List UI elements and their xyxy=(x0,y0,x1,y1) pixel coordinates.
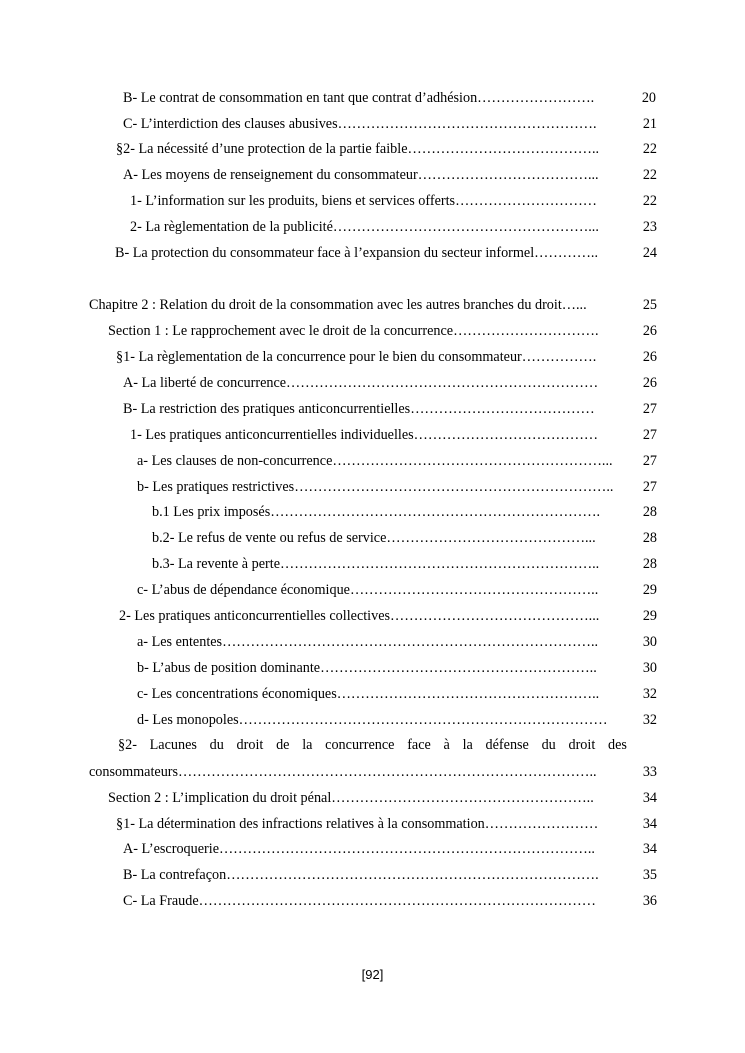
toc-entry-title: 1- L’information sur les produits, biens et services offerts………………………… xyxy=(130,193,597,209)
toc-entry xyxy=(0,892,745,910)
toc-entry xyxy=(0,840,745,858)
toc-entry-title: b.2- Le refus de vente ou refus de service……………………………………... xyxy=(152,530,596,546)
toc-entry-page: 26 xyxy=(642,323,657,339)
toc-entry-title: a- Les clauses de non-concurrence…………………………………………………... xyxy=(137,453,613,469)
toc-entry-title: B- La restriction des pratiques anticoncurrentielles………………………………… xyxy=(123,401,595,417)
toc-entry-title: consommateurs…………………………………………………………………………….. xyxy=(89,764,597,780)
toc-entry xyxy=(0,555,745,573)
toc-entry-page: 35 xyxy=(642,867,657,883)
toc-entry-title: b- L’abus de position dominante………………………………………………….. xyxy=(137,660,597,676)
toc-entry-title: Chapitre 2 : Relation du droit de la consommation avec les autres branches du droit…... xyxy=(89,297,587,313)
toc-entry xyxy=(0,89,745,107)
toc-entry-page: 30 xyxy=(642,634,657,650)
toc-entry-page: 29 xyxy=(642,608,657,624)
toc-entry-page: 28 xyxy=(642,556,657,572)
toc-entry xyxy=(0,322,745,340)
toc-entry-page: 25 xyxy=(642,297,657,313)
toc-entry-page: 32 xyxy=(642,686,657,702)
toc-entry xyxy=(0,659,745,677)
toc-entry xyxy=(0,244,745,262)
toc-entry-page: 26 xyxy=(642,349,657,365)
toc-entry-title: Section 2 : L’implication du droit pénal……………………………………………….. xyxy=(108,790,594,806)
toc-entry-section2-lacunes-line1 xyxy=(118,736,627,754)
toc-entry-page: 28 xyxy=(642,504,657,520)
toc-entry xyxy=(0,633,745,651)
toc-entry-title: b.3- La revente à perte………………………………………………………….. xyxy=(152,556,600,572)
toc-entry xyxy=(0,452,745,470)
toc-entry xyxy=(0,400,745,418)
toc-entry-page: 32 xyxy=(642,712,657,728)
toc-entry-title: Section 1 : Le rapprochement avec le droit de la concurrence…………………………. xyxy=(108,323,599,339)
toc-entry-page: 26 xyxy=(642,375,657,391)
toc-entry xyxy=(0,218,745,236)
toc-entry xyxy=(0,166,745,184)
toc-entry-word: de xyxy=(276,737,290,753)
toc-entry-word: des xyxy=(608,737,627,753)
toc-entry-page: 36 xyxy=(642,893,657,909)
toc-entry-page: 22 xyxy=(642,193,657,209)
toc-entry-page: 27 xyxy=(642,401,657,417)
toc-entry-page: 22 xyxy=(642,141,657,157)
toc-entry xyxy=(0,815,745,833)
toc-entry xyxy=(0,348,745,366)
toc-entry-page: 23 xyxy=(642,219,657,235)
toc-entry-word: à xyxy=(443,737,450,753)
toc-entry xyxy=(0,529,745,547)
toc-entry xyxy=(0,503,745,521)
toc-entry-title: B- La contrefaçon……………………………………………………………………. xyxy=(123,867,599,883)
toc-entry xyxy=(0,192,745,210)
toc-entry-title: B- Le contrat de consommation en tant que contrat d’adhésion……………………. xyxy=(123,90,595,106)
toc-entry-page: 24 xyxy=(642,245,657,261)
toc-entry-page: 34 xyxy=(642,816,657,832)
toc-entry-title: 1- Les pratiques anticoncurrentielles individuelles………………………………… xyxy=(130,427,599,443)
toc-entry-title: A- La liberté de concurrence………………………………………………………… xyxy=(123,375,599,391)
toc-entry xyxy=(0,763,745,781)
toc-entry xyxy=(0,140,745,158)
toc-entry-title: c- Les concentrations économiques……………………………………………….. xyxy=(137,686,600,702)
toc-entry-title: A- Les moyens de renseignement du consommateur………………………………... xyxy=(123,167,599,183)
toc-entry-title: §2- La nécessité d’une protection de la partie faible………………………………….. xyxy=(116,141,600,157)
toc-entry-title: §1- La règlementation de la concurrence pour le bien du consommateur……………. xyxy=(116,349,597,365)
toc-entry-word: du xyxy=(541,737,556,753)
toc-entry-title: C- La Fraude………………………………………………………………………… xyxy=(123,893,596,909)
toc-entry xyxy=(0,789,745,807)
toc-entry-word: défense xyxy=(485,737,529,753)
toc-entry-title: c- L’abus de dépendance économique…………………………………………….. xyxy=(137,582,599,598)
toc-entry-page: 22 xyxy=(642,167,657,183)
toc-entry-word: droit xyxy=(568,737,596,753)
toc-entry-page: 27 xyxy=(642,427,657,443)
toc-entry-word: la xyxy=(302,737,313,753)
toc-entry-word: du xyxy=(209,737,224,753)
toc-entry-title: §1- La détermination des infractions relatives à la consommation…………………… xyxy=(116,816,599,832)
toc-entry-page: 34 xyxy=(642,790,657,806)
page-number: [92] xyxy=(361,967,384,982)
toc-entry xyxy=(0,426,745,444)
toc-entry-title: A- L’escroquerie…………………………………………………………………….. xyxy=(123,841,595,857)
toc-entry-page: 21 xyxy=(642,116,657,132)
toc-entry-title: 2- Les pratiques anticoncurrentielles collectives……………………………………... xyxy=(119,608,600,624)
toc-entry-title: d- Les monopoles…………………………………………………………………… xyxy=(137,712,608,728)
toc-entry-title: 2- La règlementation de la publicité………………………………………………... xyxy=(130,219,599,235)
toc-entry xyxy=(0,478,745,496)
toc-entry-title: b- Les pratiques restrictives………………………………………………………….. xyxy=(137,479,614,495)
toc-entry-page: 33 xyxy=(642,764,657,780)
toc-entry-title: B- La protection du consommateur face à l’expansion du secteur informel………….. xyxy=(115,245,599,261)
toc-entry-page: 27 xyxy=(642,479,657,495)
toc-entry-title: C- L’interdiction des clauses abusives………………………………………………. xyxy=(123,116,597,132)
toc-entry xyxy=(0,866,745,884)
toc-entry-word: la xyxy=(462,737,473,753)
toc-entry-word: droit xyxy=(236,737,264,753)
toc-entry-page: 34 xyxy=(642,841,657,857)
toc-entry-page: 30 xyxy=(642,660,657,676)
toc-entry-title: a- Les ententes…………………………………………………………………….. xyxy=(137,634,599,650)
toc-entry-word: concurrence xyxy=(325,737,395,753)
toc-entry xyxy=(0,581,745,599)
toc-entry xyxy=(0,374,745,392)
toc-entry xyxy=(0,685,745,703)
toc-entry-word: §2- xyxy=(118,737,137,753)
toc-entry-word: Lacunes xyxy=(149,737,197,753)
toc-entry-word: face xyxy=(407,737,431,753)
toc-entry-page: 20 xyxy=(641,90,656,106)
toc-entry-page: 27 xyxy=(642,453,657,469)
toc-entry-page: 28 xyxy=(642,530,657,546)
toc-entry xyxy=(0,607,745,625)
toc-entry xyxy=(0,711,745,729)
toc-entry-title: b.1 Les prix imposés……………………………………………………………. xyxy=(152,504,601,520)
toc-entry xyxy=(0,115,745,133)
toc-entry xyxy=(0,296,745,314)
toc-entry-page: 29 xyxy=(642,582,657,598)
